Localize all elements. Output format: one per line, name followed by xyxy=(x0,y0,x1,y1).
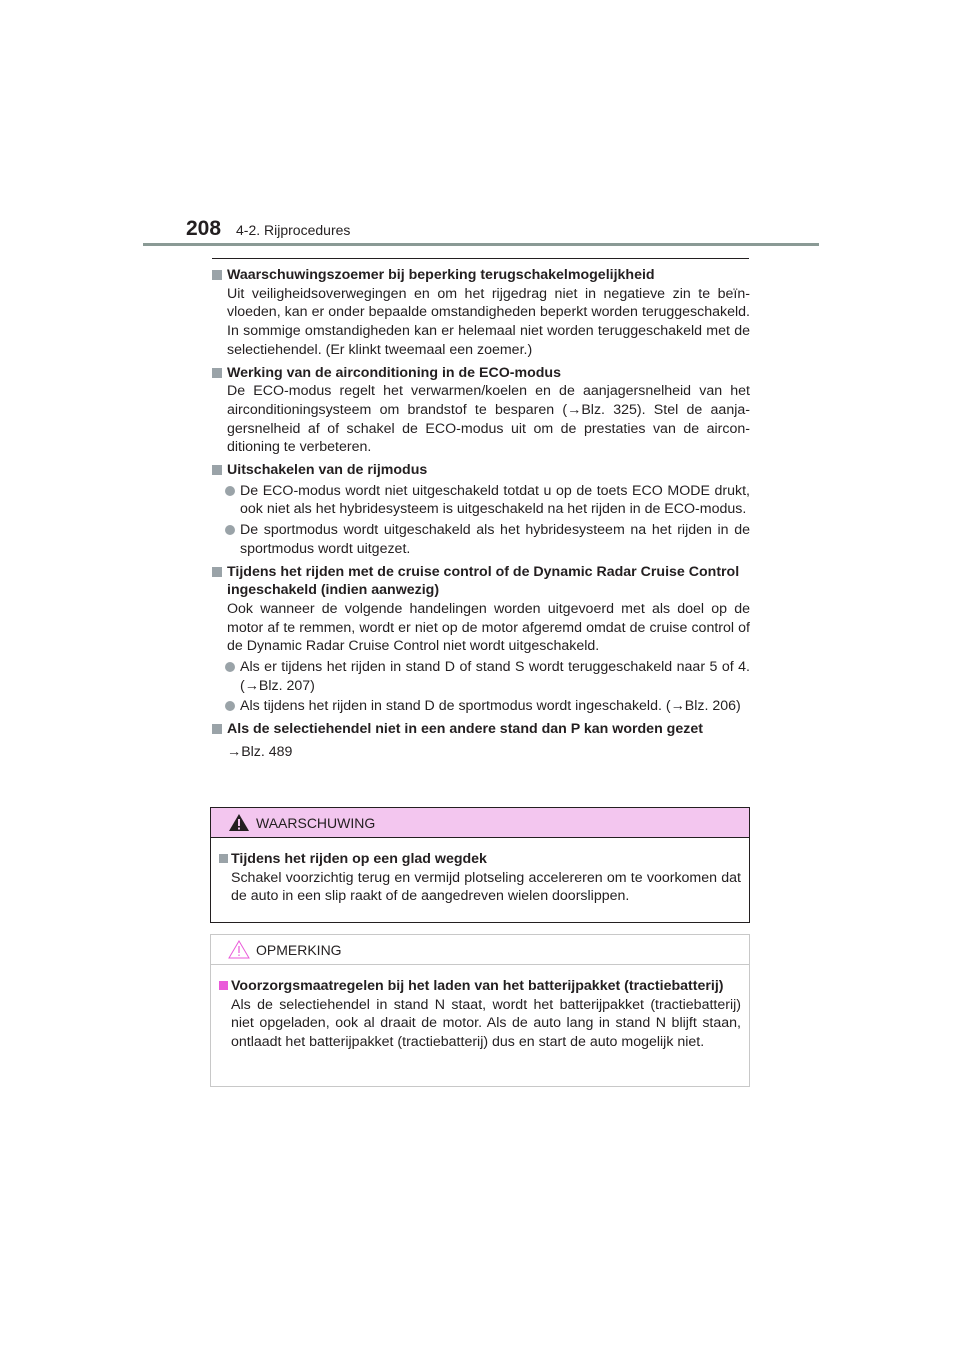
warning-content xyxy=(211,838,749,906)
warning-title: WAARSCHUWING xyxy=(256,815,376,831)
notice-title-bar xyxy=(211,935,749,965)
warning-title-bar xyxy=(211,808,749,838)
round-bullet-icon xyxy=(225,486,235,496)
item-selectiehendel xyxy=(210,720,750,761)
square-bullet-icon xyxy=(212,465,222,475)
item-body: De ECO-modus regelt het verwarmen/koelen en de aanjagersnelheid van het airconditioningsysteem om brandstof te besparen (→Blz. 325). Stel de aanjagersnelheid af of schakel de ECO-modus uit om de prestaties van de airconditioning te verbeteren. xyxy=(227,383,750,456)
item-heading: Werking van de airconditioning in de ECO-modus xyxy=(210,364,750,383)
square-bullet-icon xyxy=(212,724,222,734)
item-cruise-control xyxy=(210,563,750,717)
round-bullet-icon xyxy=(225,525,235,535)
item-heading: Waarschuwingszoemer bij beperking terugschakelmogelijkheid xyxy=(210,266,750,285)
item-body: Ook wanneer de volgende handelingen worden uitgevoerd met als doel op de motor af te remmen, wordt er niet op de motor afgeremd omdat de cruise control of de Dynamic Radar Cruise Control niet wordt uitgeschakeld. xyxy=(227,600,750,655)
notice-body: Als de selectiehendel in stand N staat, wordt het batterijpakket (tractiebatterij) niet opgeladen, ook al draait de motor. Als de auto lang in stand N blijft staan, ontlaadt het batterijpakket (tractiebatterij) dus en start de auto mogelijk niet. xyxy=(231,996,741,1051)
warning-box xyxy=(210,807,750,923)
warning-heading: Tijdens het rijden op een glad wegdek xyxy=(219,850,741,869)
list-item: Als er tijdens het rijden in stand D of stand S wordt teruggeschakeld naar 5 of 4. (→Blz. 207) xyxy=(210,658,750,695)
square-bullet-icon xyxy=(212,368,222,378)
main-content xyxy=(210,266,750,766)
notice-title: OPMERKING xyxy=(256,942,342,958)
warning-triangle-icon xyxy=(228,813,250,832)
section-title: 4-2. Rijprocedures xyxy=(236,222,351,238)
top-rule xyxy=(212,258,749,259)
notice-triangle-icon xyxy=(228,940,250,959)
item-airco xyxy=(210,364,750,458)
item-heading: Uitschakelen van de rijmodus xyxy=(210,461,750,480)
notice-box xyxy=(210,934,750,1087)
warning-body: Schakel voorzichtig terug en vermijd plotseling accelereren om te voorkomen dat de auto in een slip raakt of de aangedreven wielen doorslippen. xyxy=(231,869,741,905)
round-bullet-icon xyxy=(225,701,235,711)
square-bullet-icon xyxy=(219,981,228,990)
round-bullet-icon xyxy=(225,662,235,672)
page-number: 208 xyxy=(186,217,222,240)
item-heading: Als de selectiehendel niet in een andere stand dan P kan worden gezet xyxy=(210,720,750,739)
page-reference: →Blz. 489 xyxy=(227,743,293,760)
list-item: De sportmodus wordt uitgeschakeld als het hybridesysteem na het rijden in de sportmodus wordt uitgezet. xyxy=(210,521,750,558)
square-bullet-icon xyxy=(212,567,222,577)
header-rule xyxy=(143,243,819,246)
item-zoemer xyxy=(210,266,750,360)
list-item: Als tijdens het rijden in stand D de sportmodus wordt ingeschakeld. (→Blz. 206) xyxy=(210,697,750,716)
item-rijmodus xyxy=(210,461,750,559)
item-heading: Tijdens het rijden met de cruise control of de Dynamic Radar Cruise Control ingeschakeld (indien aanwezig) xyxy=(210,563,750,600)
square-bullet-icon xyxy=(212,270,222,280)
notice-heading: Voorzorgsmaatregelen bij het laden van het batterijpakket (tractiebatterij) xyxy=(219,977,741,996)
item-body: Uit veiligheidsoverwegingen en om het rijgedrag niet in negatieve zin te beïnvloeden, kan er onder bepaalde omstandigheden beperkt worden teruggeschakeld. In sommige omstandigheden kan er helemaal niet worden teruggeschakeld met de selectiehendel. (Er klinkt tweemaal een zoemer.) xyxy=(227,285,750,358)
notice-content xyxy=(211,965,749,1052)
square-bullet-icon xyxy=(219,854,228,863)
list-item: De ECO-modus wordt niet uitgeschakeld totdat u op de toets ECO MODE drukt, ook niet als het hybridesysteem is uitgeschakeld na het rijden in de ECO-modus. xyxy=(210,482,750,519)
